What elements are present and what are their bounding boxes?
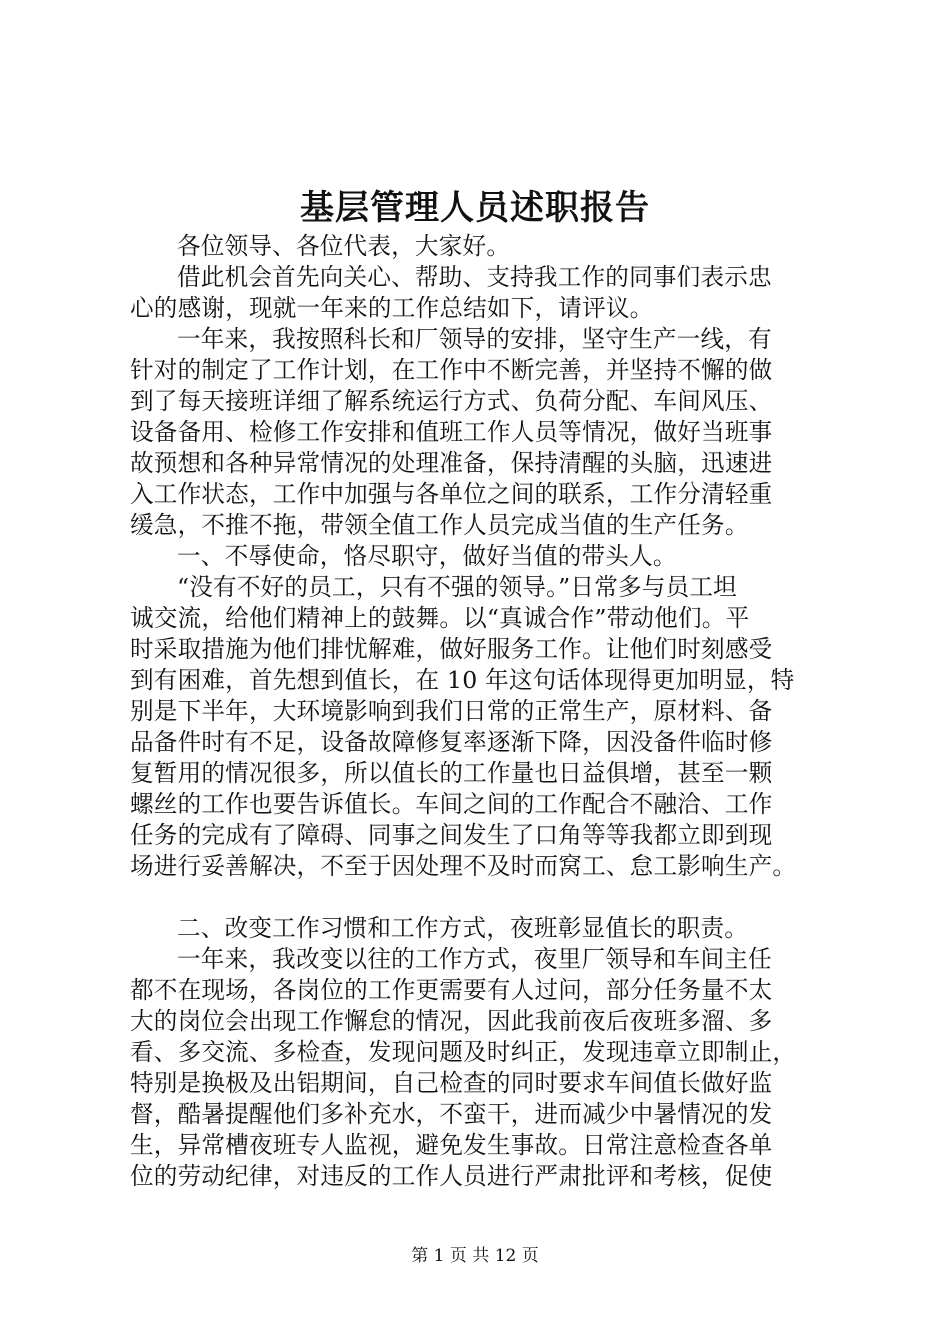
paragraph-line: 督，酷暑提醒他们多补充水，不蛮干，进而减少中暑情况的发: [130, 1100, 773, 1128]
page-title: 基层管理人员述职报告: [300, 188, 650, 228]
paragraph-line: 品备件时有不足，设备故障修复率逐渐下降，因没备件临时修: [130, 728, 773, 756]
paragraph-line: 位的劳动纪律，对违反的工作人员进行严肃批评和考核，促使: [130, 1162, 773, 1190]
paragraph-line: 缓急，不推不拖，带领全值工作人员完成当值的生产任务。: [130, 511, 749, 539]
paragraph-line: 一年来，我按照科长和厂领导的安排，坚守生产一线，有: [177, 325, 772, 353]
paragraph-line: 都不在现场，各岗位的工作更需要有人过问，部分任务量不太: [130, 976, 773, 1004]
paragraph-spacer: [130, 882, 830, 913]
document-body: [130, 231, 830, 1192]
paragraph-line: 看、多交流、多检查，发现问题及时纠正，发现违章立即制止，: [130, 1038, 797, 1066]
paragraph-line: 时采取措施为他们排忧解难，做好服务工作。让他们时刻感受: [130, 635, 773, 663]
paragraph-line: 诚交流，给他们精神上的鼓舞。以“真诚合作”带动他们。平: [130, 604, 750, 632]
paragraph-line: 心的感谢，现就一年来的工作总结如下，请评议。: [130, 294, 654, 322]
paragraph-line: 复暂用的情况很多，所以值长的工作量也日益俱增，甚至一颗: [130, 759, 773, 787]
paragraph-line: 针对的制定了工作计划，在工作中不断完善，并坚持不懈的做: [130, 356, 773, 384]
paragraph-line: “没有不好的员工，只有不强的领导。”日常多与员工坦: [177, 573, 737, 601]
paragraph-line: 到了每天接班详细了解系统运行方式、负荷分配、车间风压、: [130, 387, 773, 415]
paragraph-line: 场进行妥善解决，不至于因处理不及时而窝工、怠工影响生产。: [130, 852, 797, 880]
paragraph-line: 一年来，我改变以往的工作方式，夜里厂领导和车间主任: [177, 945, 772, 973]
section-heading: 一、不辱使命，恪尽职守，做好当值的带头人。: [177, 542, 677, 570]
paragraph-line: 入工作状态，工作中加强与各单位之间的联系，工作分清轻重: [130, 480, 773, 508]
paragraph-line: 设备备用、检修工作安排和值班工作人员等情况，做好当班事: [130, 418, 773, 446]
paragraph-line: 生，异常槽夜班专人监视，避免发生事故。日常注意检查各单: [130, 1131, 773, 1159]
section-heading: 二、改变工作习惯和工作方式，夜班彰显值长的职责。: [177, 914, 749, 942]
paragraph-line: 到有困难，首先想到值长，在 10 年这句话体现得更加明显，特: [130, 666, 795, 694]
paragraph-line: 各位领导、各位代表，大家好。: [177, 232, 511, 260]
paragraph-line: 借此机会首先向关心、帮助、支持我工作的同事们表示忠: [177, 263, 772, 291]
paragraph-line: 大的岗位会出现工作懈怠的情况，因此我前夜后夜班多溜、多: [130, 1007, 773, 1035]
paragraph-line: 别是下半年，大环境影响到我们日常的正常生产，原材料、备: [130, 697, 773, 725]
paragraph-line: 故预想和各种异常情况的处理准备，保持清醒的头脑，迅速进: [130, 449, 773, 477]
paragraph-line: 特别是换极及出铝期间，自己检查的同时要求车间值长做好监: [130, 1069, 773, 1097]
paragraph-line: 螺丝的工作也要告诉值长。车间之间的工作配合不融洽、工作: [130, 790, 773, 818]
paragraph-line: 任务的完成有了障碍、同事之间发生了口角等等我都立即到现: [130, 821, 773, 849]
page-number: 第 1 页 共 12 页: [411, 1246, 539, 1266]
